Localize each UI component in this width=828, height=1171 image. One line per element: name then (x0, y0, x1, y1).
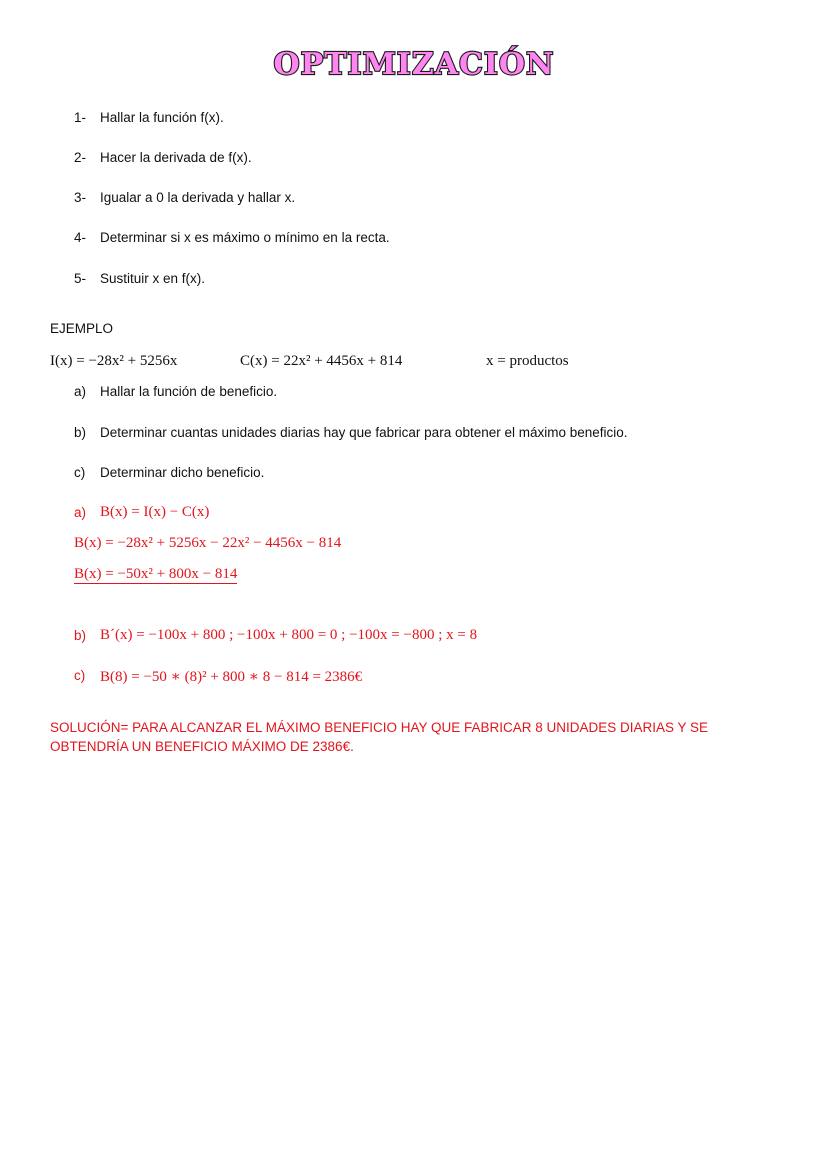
step-text: Determinar si x es máximo o mínimo en la recta. (100, 230, 390, 245)
step-number: 3- (74, 190, 87, 205)
answer-b-line: B´(x) = −100x + 800 ; −100x + 800 = 0 ; −100x = −800 ; x = 8 (100, 627, 478, 643)
question-label: b) (74, 425, 87, 440)
answer-a-line2: B(x) = −28x² + 5256x − 22x² − 4456x − 814 (74, 535, 342, 551)
question-text: Hallar la función de beneficio. (100, 384, 278, 399)
answer-b-label: b) (74, 628, 87, 643)
step-number: 5- (74, 271, 87, 286)
step-text: Hacer la derivada de f(x). (100, 150, 252, 165)
step-text: Hallar la función f(x). (100, 110, 224, 125)
cost-function: C(x) = 22x² + 4456x + 814 (240, 353, 403, 369)
step-number: 4- (74, 230, 87, 245)
answer-a-label: a) (74, 505, 87, 520)
answer-c-line: B(8) = −50 ∗ (8)² + 800 ∗ 8 − 814 = 2386€ (100, 669, 363, 685)
answer-c-label: c) (74, 668, 86, 683)
question-text: Determinar cuantas unidades diarias hay que fabricar para obtener el máximo beneficio. (100, 425, 628, 440)
step-number: 1- (74, 110, 87, 125)
question-label: a) (74, 384, 87, 399)
page-title: OPTIMIZACIÓN (273, 47, 555, 82)
answer-a-line3: B(x) = −50x² + 800x − 814 (74, 566, 238, 582)
step-number: 2- (74, 150, 87, 165)
question-text: Determinar dicho beneficio. (100, 465, 265, 480)
step-text: Sustituir x en f(x). (100, 271, 206, 286)
step-text: Igualar a 0 la derivada y hallar x. (100, 190, 296, 205)
income-function: I(x) = −28x² + 5256x (50, 353, 178, 369)
example-label: EJEMPLO (50, 321, 114, 336)
question-label: c) (74, 465, 86, 480)
solution-text: SOLUCIÓN= PARA ALCANZAR EL MÁXIMO BENEFICIO HAY QUE FABRICAR 8 UNIDADES DIARIAS Y SE OBTENDRÍA UN BENEFICIO MÁXIMO DE 2386€. (50, 720, 709, 754)
variable-definition: x = productos (486, 353, 569, 369)
answer-a-line1: B(x) = I(x) − C(x) (100, 504, 210, 520)
